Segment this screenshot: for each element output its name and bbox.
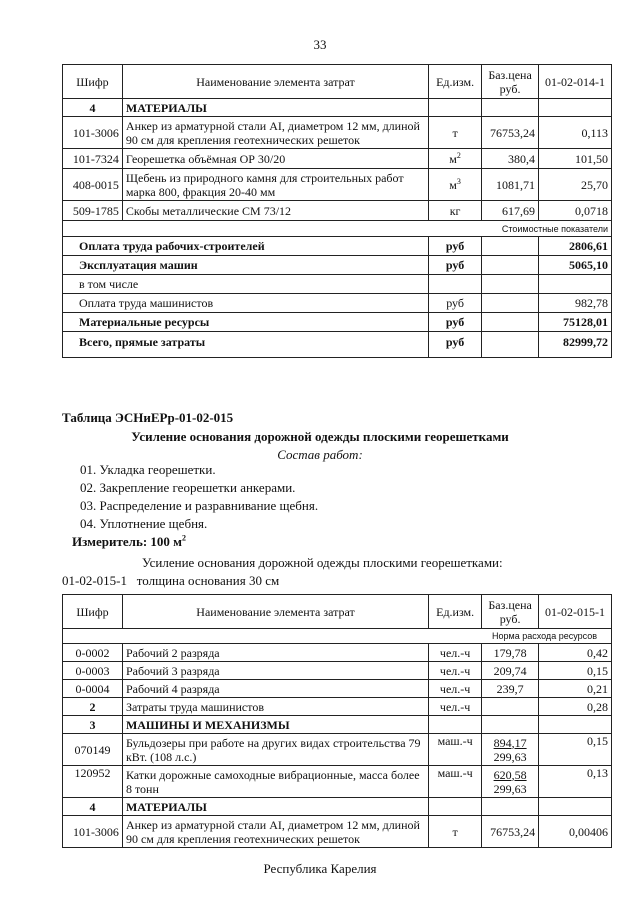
cost-value: 82999,72 — [539, 332, 612, 358]
resource-name: Рабочий 3 разряда — [122, 662, 428, 680]
resource-value: 0,113 — [539, 117, 612, 149]
header-unit: Ед.изм. — [429, 595, 482, 629]
table-header-row — [63, 595, 612, 629]
resource-value: 0,0718 — [539, 201, 612, 221]
cost-row — [63, 237, 612, 256]
table-header-row — [63, 65, 612, 99]
cost-unit: руб — [429, 294, 482, 313]
resource-unit: чел.-ч — [429, 644, 482, 662]
resource-name: Бульдозеры при работе на других видах строительства 79 кВт. (108 л.с.) — [122, 734, 428, 766]
resource-value: 0,15 — [539, 734, 612, 766]
resource-price: 617,69 — [482, 201, 539, 221]
resource-name: Затраты труда машинистов — [122, 698, 428, 716]
section-title: МАТЕРИАЛЫ — [122, 798, 428, 816]
cost-header-row — [63, 221, 612, 237]
work-item: 02. Закрепление георешетки анкерами. — [80, 480, 296, 495]
table-row — [63, 734, 612, 766]
header-code: Шифр — [63, 595, 123, 629]
cost-row — [63, 275, 612, 294]
cost-unit: руб — [429, 237, 482, 256]
cost-row — [63, 256, 612, 275]
resource-unit: маш.-ч — [429, 766, 482, 798]
resource-value: 0,42 — [539, 644, 612, 662]
page-number: 33 — [313, 37, 327, 52]
table-row — [63, 766, 612, 798]
resource-price: 76753,24 — [482, 117, 539, 149]
section-number: 4 — [63, 798, 123, 816]
resource-code: 120952 — [63, 766, 123, 798]
table-row — [63, 169, 612, 201]
resource-name: Георешетка объёмная ОР 30/20 — [122, 149, 428, 169]
section-title: МАШИНЫ И МЕХАНИЗМЫ — [122, 716, 428, 734]
resource-unit: чел.-ч — [429, 680, 482, 698]
cost-row — [63, 294, 612, 313]
work-item: 04. Уплотнение щебня. — [80, 516, 208, 531]
section-title: МАТЕРИАЛЫ — [122, 99, 428, 117]
header-base-price: Баз.цена руб. — [482, 595, 539, 629]
resource-price: 239,7 — [482, 680, 539, 698]
header-code: Шифр — [63, 65, 123, 99]
header-rate-code: 01-02-014-1 — [539, 65, 612, 99]
resource-name: Анкер из арматурной стали AI, диаметром 12 мм, длиной 90 см для крепления геотехнических решеток — [122, 117, 428, 149]
section-row — [63, 798, 612, 816]
table-row — [63, 680, 612, 698]
table-row — [63, 816, 612, 848]
resource-unit: кг — [429, 201, 482, 221]
table-subtitle: Усиление основания дорожной одежды плоскими георешетками — [131, 429, 509, 444]
resource-value: 0,00406 — [539, 816, 612, 848]
norm-header-row — [63, 629, 612, 644]
resource-unit: чел.-ч — [429, 662, 482, 680]
work-item: 03. Распределение и разравнивание щебня. — [80, 498, 319, 513]
resource-name: Рабочий 4 разряда — [122, 680, 428, 698]
cost-name: в том числе — [63, 275, 429, 294]
resource-price: 179,78 — [482, 644, 539, 662]
works-title: Состав работ: — [277, 447, 363, 462]
resource-code: 0-0003 — [63, 662, 123, 680]
norm-header: Норма расхода ресурсов — [63, 629, 612, 644]
cost-header: Стоимостные показатели — [63, 221, 612, 237]
cost-value: 75128,01 — [539, 313, 612, 332]
resource-name: Катки дорожные самоходные вибрационные, масса более 8 тонн — [122, 766, 428, 798]
resource-price: 380,4 — [482, 149, 539, 169]
resource-price: 1081,71 — [482, 169, 539, 201]
table-row — [63, 149, 612, 169]
section-row — [63, 99, 612, 117]
table-row — [63, 201, 612, 221]
cost-name: Эксплуатация машин — [63, 256, 429, 275]
resource-code: 101-3006 — [63, 117, 123, 149]
cost-name: Оплата труда рабочих-строителей — [63, 237, 429, 256]
resource-code: 509-1785 — [63, 201, 123, 221]
resource-price: 620,58 299,63 — [482, 766, 539, 798]
header-unit: Ед.изм. — [429, 65, 482, 99]
table-title: Таблица ЭСНиЕРр-01-02-015 — [62, 410, 234, 425]
resource-unit: т — [429, 117, 482, 149]
cost-value — [539, 275, 612, 294]
resource-table-2 — [62, 594, 612, 848]
cost-name: Всего, прямые затраты — [63, 332, 429, 358]
resource-price: 209,74 — [482, 662, 539, 680]
resource-price: 76753,24 — [482, 816, 539, 848]
cost-value: 982,78 — [539, 294, 612, 313]
section-row — [63, 716, 612, 734]
resource-unit: $м^2$ — [429, 149, 482, 169]
resource-name: Щебень из природного камня для строительных работ марка 800, фракция 20-40 мм — [122, 169, 428, 201]
resource-code: 408-0015 — [63, 169, 123, 201]
resource-code: 0-0002 — [63, 644, 123, 662]
cost-value: 2806,61 — [539, 237, 612, 256]
section-number: 4 — [63, 99, 123, 117]
resource-unit: чел.-ч — [429, 698, 482, 716]
section-number: 3 — [63, 716, 123, 734]
cost-unit: руб — [429, 332, 482, 358]
rate-code-line: 01-02-015-1 толщина основания 30 см — [62, 573, 280, 588]
cost-unit: руб — [429, 313, 482, 332]
cost-row — [63, 313, 612, 332]
table-row — [63, 644, 612, 662]
header-base-price: Баз.цена руб. — [482, 65, 539, 99]
table-row — [63, 662, 612, 680]
resource-code: 101-7324 — [63, 149, 123, 169]
header-name: Наименование элемента затрат — [122, 65, 428, 99]
resource-value: 0,15 — [539, 662, 612, 680]
resource-unit: маш.-ч — [429, 734, 482, 766]
resource-value: 0,21 — [539, 680, 612, 698]
cost-unit: руб — [429, 256, 482, 275]
header-name: Наименование элемента затрат — [122, 595, 428, 629]
resource-value: 0,13 — [539, 766, 612, 798]
resource-code: 070149 — [63, 734, 123, 766]
cost-name: Материальные ресурсы — [63, 313, 429, 332]
header-rate-code: 01-02-015-1 — [539, 595, 612, 629]
resource-code: 0-0004 — [63, 680, 123, 698]
resource-name: Скобы металлические СМ 73/12 — [122, 201, 428, 221]
resource-unit: т — [429, 816, 482, 848]
cost-value: 5065,10 — [539, 256, 612, 275]
table-row — [63, 117, 612, 149]
resource-value: 101,50 — [539, 149, 612, 169]
resource-value: 25,70 — [539, 169, 612, 201]
cost-name: Оплата труда машинистов — [63, 294, 429, 313]
cost-row — [63, 332, 612, 358]
work-item: 01. Укладка георешетки. — [80, 462, 216, 477]
resource-name: Анкер из арматурной стали AI, диаметром 12 мм, длиной 90 см для крепления геотехнических решеток — [122, 816, 428, 848]
resource-code: 2 — [63, 698, 123, 716]
table-row — [63, 698, 612, 716]
cost-unit — [429, 275, 482, 294]
resource-name: Рабочий 2 разряда — [122, 644, 428, 662]
measure-unit: Измеритель: 100 $м^2$ — [72, 533, 187, 549]
resource-value: 0,28 — [539, 698, 612, 716]
resource-code: 101-3006 — [63, 816, 123, 848]
footer-region: Республика Карелия — [263, 861, 377, 876]
rate-description: Усиление основания дорожной одежды плоскими георешетками: — [142, 555, 503, 570]
resource-table-1 — [62, 64, 612, 358]
resource-price: 894,17 299,63 — [482, 734, 539, 766]
resource-unit: $м^3$ — [429, 169, 482, 201]
